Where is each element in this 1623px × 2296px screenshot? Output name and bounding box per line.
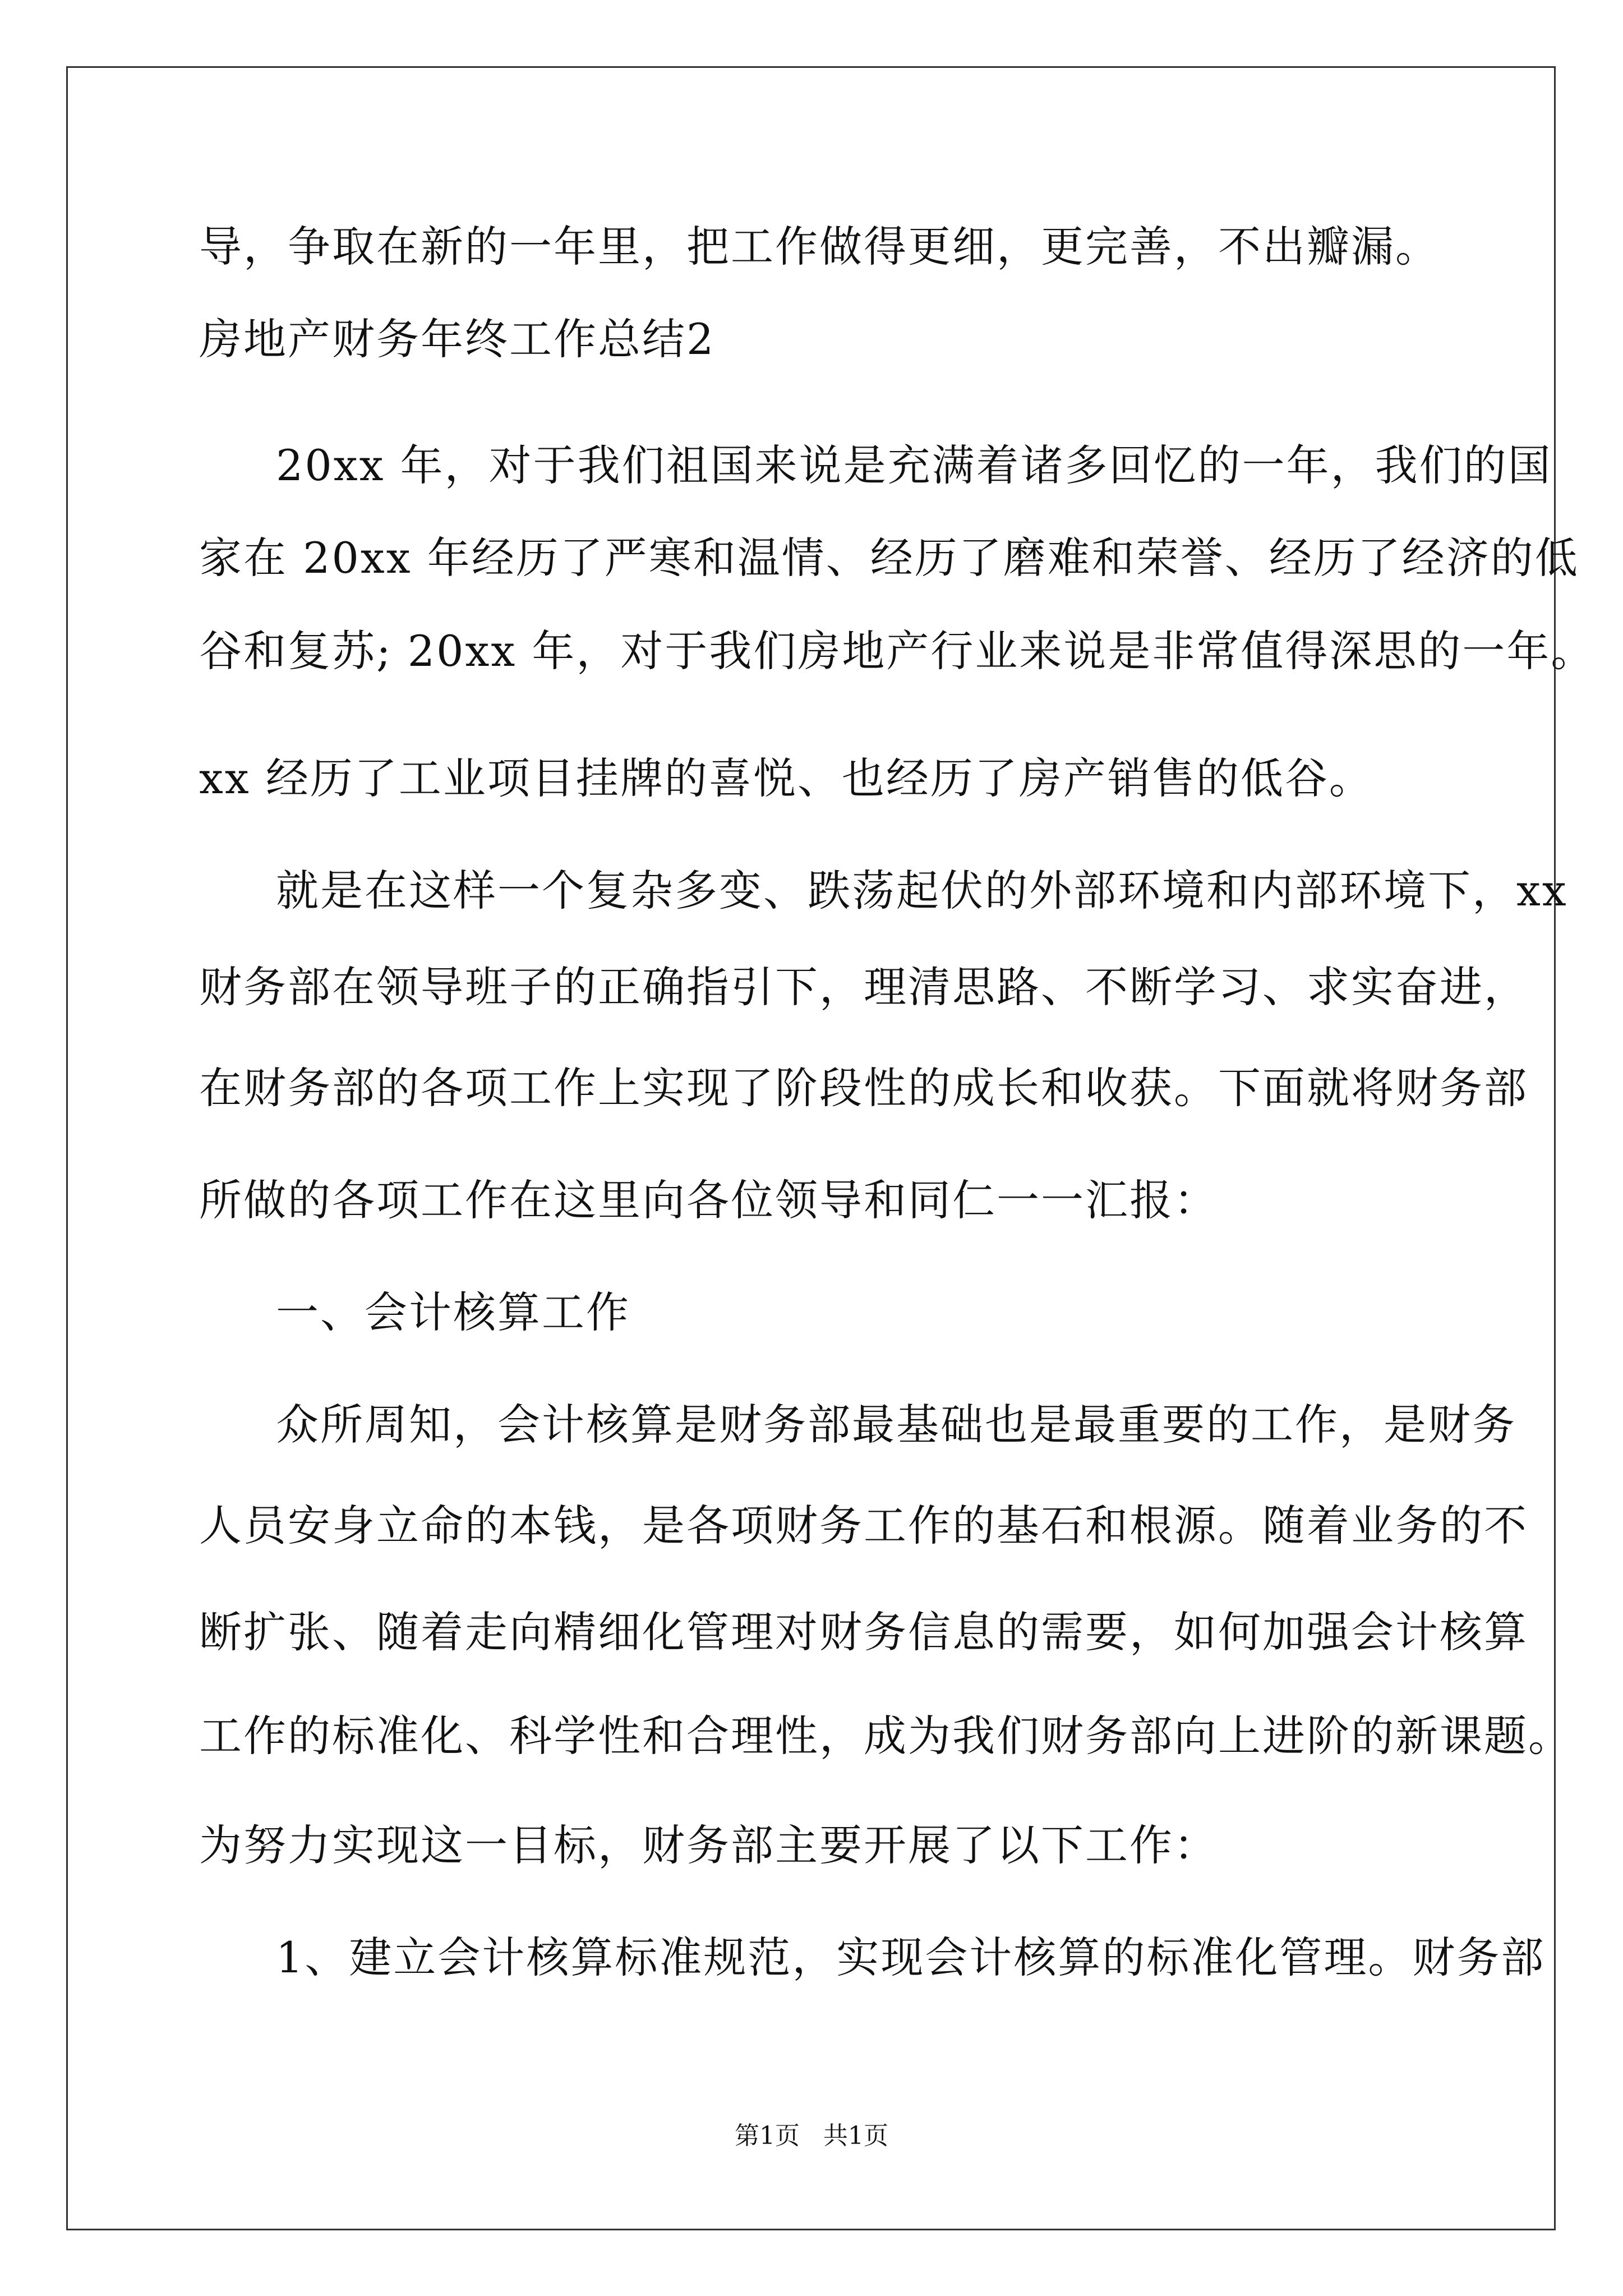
text-line: 导，争取在新的一年里，把工作做得更细，更完善，不出瓣漏。 bbox=[199, 222, 1440, 272]
page-total: 共1页 bbox=[823, 2122, 888, 2150]
text-line: 为努力实现这一目标，财务部主要开展了以下工作： bbox=[199, 1820, 1218, 1870]
page-footer bbox=[0, 2119, 1623, 2153]
text-line: 人员安身立命的本钱，是各项财务工作的基石和根源。随着业务的不 bbox=[199, 1501, 1528, 1550]
page-border bbox=[66, 66, 1556, 2230]
text-line: 工作的标准化、科学性和合理性，成为我们财务部向上进阶的新课题。 bbox=[199, 1711, 1573, 1761]
subsection-heading: 一、会计核算工作 bbox=[276, 1287, 630, 1337]
text-line: xx 经历了工业项目挂牌的喜悦、也经历了房产销售的低谷。 bbox=[199, 753, 1373, 803]
text-line: 1、建立会计核算标准规范，实现会计核算的标准化管理。财务部 bbox=[276, 1932, 1546, 1982]
text-line: 财务部在领导班子的正确指引下，理清思路、不断学习、求实奋进， bbox=[199, 962, 1528, 1012]
text-line: 所做的各项工作在这里向各位领导和同仁一一汇报： bbox=[199, 1175, 1218, 1225]
text-line: 众所周知，会计核算是财务部最基础也是最重要的工作，是财务 bbox=[276, 1400, 1516, 1450]
text-line: 家在 20xx 年经历了严寒和温情、经历了磨难和荣誉、经历了经济的低 bbox=[199, 533, 1579, 583]
section-title: 房地产财务年终工作总结2 bbox=[199, 314, 716, 364]
text-line: 20xx 年，对于我们祖国来说是充满着诸多回忆的一年，我们的国 bbox=[276, 440, 1552, 490]
text-line: 在财务部的各项工作上实现了阶段性的成长和收获。下面就将财务部 bbox=[199, 1063, 1528, 1113]
text-line: 断扩张、随着走向精细化管理对财务信息的需要，如何加强会计核算 bbox=[199, 1607, 1528, 1657]
text-line: 就是在这样一个复杂多变、跌荡起伏的外部环境和内部环境下，xx bbox=[276, 866, 1568, 915]
text-line: 谷和复苏; 20xx 年，对于我们房地产行业来说是非常值得深思的一年。 bbox=[199, 626, 1596, 676]
page-number: 第1页 bbox=[735, 2122, 800, 2150]
